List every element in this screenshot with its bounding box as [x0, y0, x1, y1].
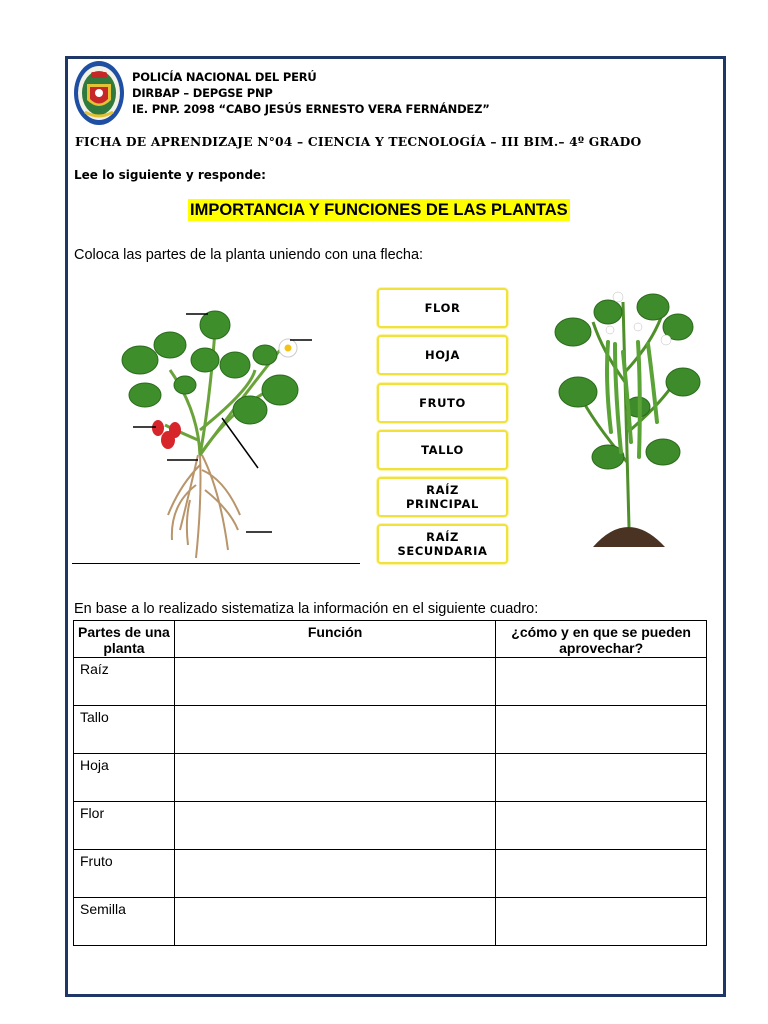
police-crest-logo	[73, 60, 125, 126]
label-hoja[interactable]: HOJA	[377, 335, 508, 375]
table-row	[74, 898, 707, 946]
row-label-hoja: Hoja	[74, 754, 175, 802]
worksheet-title: FICHA DE APRENDIZAJE N°04 – CIENCIA Y TECNOLOGÍA – III BIM.– 4º GRADO	[75, 134, 642, 149]
strawberry-plant-illustration	[110, 300, 340, 565]
school-name: IE. PNP. 2098 “CABO JESÚS ERNESTO VERA FERNÁNDEZ”	[132, 102, 490, 116]
label-raiz-secundaria[interactable]: RAÍZ SECUNDARIA	[377, 524, 508, 564]
table-row	[74, 802, 707, 850]
row-label-fruto: Fruto	[74, 850, 175, 898]
funcion-cell[interactable]	[174, 802, 495, 850]
table-row	[74, 850, 707, 898]
leaves	[122, 311, 298, 424]
label-flor[interactable]: FLOR	[377, 288, 508, 328]
row-label-raiz: Raíz	[74, 658, 175, 706]
soil	[593, 527, 665, 547]
table-row	[74, 706, 707, 754]
table-row	[74, 754, 707, 802]
aprovechar-cell[interactable]	[496, 658, 707, 706]
funcion-cell[interactable]	[174, 706, 495, 754]
funcion-cell[interactable]	[174, 658, 495, 706]
label-fruto[interactable]: FRUTO	[377, 383, 508, 423]
activity-instruction: Coloca las partes de la planta uniendo con una flecha:	[74, 247, 424, 263]
row-label-semilla: Semilla	[74, 898, 175, 946]
funcion-cell[interactable]	[174, 898, 495, 946]
row-label-tallo: Tallo	[74, 706, 175, 754]
roots	[168, 455, 240, 558]
table-row	[74, 658, 707, 706]
aprovechar-cell[interactable]	[496, 802, 707, 850]
header-aprovechar: ¿cómo y en que se pueden aprovechar?	[496, 621, 707, 658]
bean-plant-illustration	[553, 282, 703, 552]
main-title: IMPORTANCIA Y FUNCIONES DE LAS PLANTAS	[190, 201, 568, 219]
instruction-text: Lee lo siguiente y responde:	[74, 168, 266, 182]
row-label-flor: Flor	[74, 802, 175, 850]
header-partes: Partes de una planta	[74, 621, 175, 658]
header-funcion: Función	[174, 621, 495, 658]
aprovechar-cell[interactable]	[496, 850, 707, 898]
funcion-cell[interactable]	[174, 754, 495, 802]
institution-name: POLICÍA NACIONAL DEL PERÚ	[132, 70, 317, 84]
aprovechar-cell[interactable]	[496, 754, 707, 802]
label-raiz-principal[interactable]: RAÍZ PRINCIPAL	[377, 477, 508, 517]
label-tallo[interactable]: TALLO	[377, 430, 508, 470]
funcion-cell[interactable]	[174, 850, 495, 898]
table-header-row	[74, 621, 707, 658]
answer-baseline	[72, 563, 360, 564]
aprovechar-cell[interactable]	[496, 898, 707, 946]
aprovechar-cell[interactable]	[496, 706, 707, 754]
plant-parts-table	[73, 620, 707, 946]
department-name: DIRBAP – DEPGSE PNP	[132, 86, 273, 100]
flower	[279, 339, 297, 357]
table-instruction: En base a lo realizado sistematiza la información en el siguiente cuadro:	[74, 601, 539, 617]
